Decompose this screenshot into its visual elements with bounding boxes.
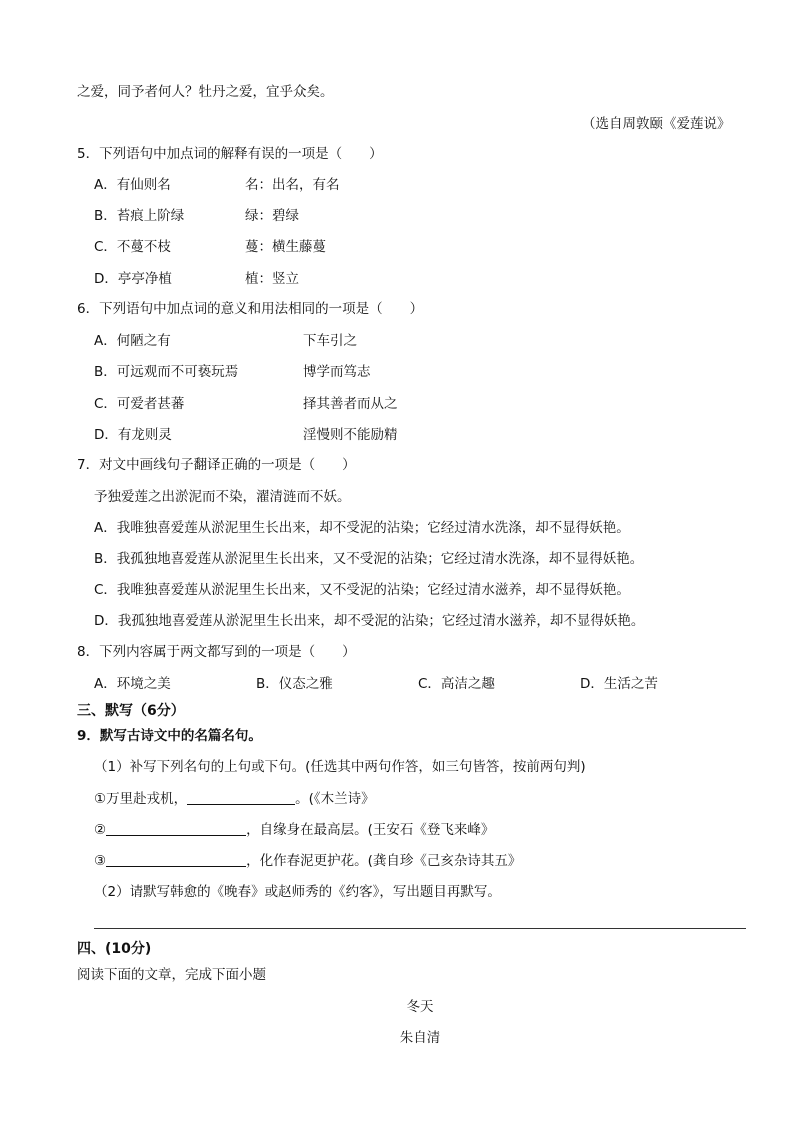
q9-stem: 9．默写古诗文中的名篇名句。: [77, 728, 262, 744]
q6-option-b-pair: 博学而笃志: [303, 364, 371, 380]
q5-option-d-gloss: 植：竖立: [245, 271, 299, 287]
q6-stem: 6．下列语句中加点词的意义和用法相同的一项是（ ）: [77, 301, 424, 317]
q7-option-c: C．我唯独喜爱莲从淤泥里生长出来，又不受泥的沾染；它经过清水滋养，却不显得妖艳。: [94, 582, 630, 598]
q9-item3-num: ③: [94, 853, 107, 869]
q8-option-d: D．生活之苦: [580, 676, 658, 692]
q8-option-b: B．仪态之雅: [256, 676, 333, 692]
q6-option-d: D．有龙则灵: [94, 427, 172, 443]
q5-option-c: C．不蔓不枝: [94, 239, 171, 255]
q5-option-a: A．有仙则名: [94, 177, 171, 193]
q9-item1-answer-blank[interactable]: [187, 790, 295, 805]
q9-item1-after: 。(《木兰诗》: [295, 791, 375, 807]
q9-item2: [94, 820, 494, 840]
answer-line[interactable]: [94, 928, 746, 929]
q6-option-a-pair: 下车引之: [303, 333, 357, 349]
q7-sentence: 予独爱莲之出淤泥而不染，濯清涟而不妖。: [94, 489, 351, 505]
q7-option-d: D．我孤独地喜爱莲从淤泥里生长出来，却不受泥的沾染；它经过清水滋养，却不显得妖艳。: [94, 613, 645, 629]
article-title: 冬天: [406, 999, 434, 1015]
section4-instruction: 阅读下面的文章，完成下面小题: [77, 967, 266, 983]
q9-item3-after: ，化作春泥更护花。(龚自珍《己亥杂诗其五》: [246, 853, 522, 869]
q6-option-c: C．可爱者甚蕃: [94, 396, 185, 412]
q6-option-c-pair: 择其善者而从之: [303, 396, 398, 412]
section3-heading: 三、默写（6分）: [77, 703, 185, 719]
q6-option-b: B．可远观而不可亵玩焉: [94, 364, 239, 380]
q5-option-b-gloss: 绿：碧绿: [245, 208, 299, 224]
q8-option-a: A．环境之美: [94, 676, 171, 692]
q9-item3: [94, 851, 521, 871]
passage-source: （选自周敦颐《爱莲说》: [582, 116, 731, 132]
q9-item2-answer-blank[interactable]: [106, 821, 246, 836]
q5-stem: 5．下列语句中加点词的解释有误的一项是（ ）: [77, 146, 383, 162]
q8-option-c: C．高洁之趣: [418, 676, 495, 692]
q9-item2-after: ，自缘身在最高层。(王安石《登飞来峰》: [246, 822, 495, 838]
q9-part1: （1）补写下列名句的上句或下句。(任选其中两句作答，如三句皆答，按前两句判): [94, 759, 586, 775]
q9-item2-num: ②: [94, 822, 107, 838]
q5-option-d: D．亭亭净植: [94, 271, 172, 287]
q9-item1: [94, 789, 375, 809]
passage-ending: 之爱，同予者何人？牡丹之爱，宜乎众矣。: [77, 84, 334, 100]
section4-heading: 四、(10分): [77, 941, 152, 957]
article-author: 朱自清: [399, 1030, 441, 1046]
q9-item1-before: ①万里赴戎机，: [94, 791, 188, 807]
q5-option-a-gloss: 名：出名，有名: [245, 177, 340, 193]
q9-part2: （2）请默写韩愈的《晚春》或赵师秀的《约客》，写出题目再默写。: [94, 884, 501, 900]
q7-option-b: B．我孤独地喜爱莲从淤泥里生长出来，又不受泥的沾染；它经过清水洗涤，却不显得妖艳。: [94, 551, 644, 567]
q8-stem: 8．下列内容属于两文都写到的一项是（ ）: [77, 644, 356, 660]
q6-option-d-pair: 淫慢则不能励精: [303, 427, 398, 443]
q5-option-c-gloss: 蔓：横生藤蔓: [245, 239, 326, 255]
q6-option-a: A．何陋之有: [94, 333, 171, 349]
q9-item3-answer-blank[interactable]: [106, 852, 246, 867]
q5-option-b: B．苔痕上阶绿: [94, 208, 185, 224]
q7-stem: 7．对文中画线句子翻译正确的一项是（ ）: [77, 457, 356, 473]
q7-option-a: A．我唯独喜爱莲从淤泥里生长出来，却不受泥的沾染；它经过清水洗涤，却不显得妖艳。: [94, 520, 630, 536]
